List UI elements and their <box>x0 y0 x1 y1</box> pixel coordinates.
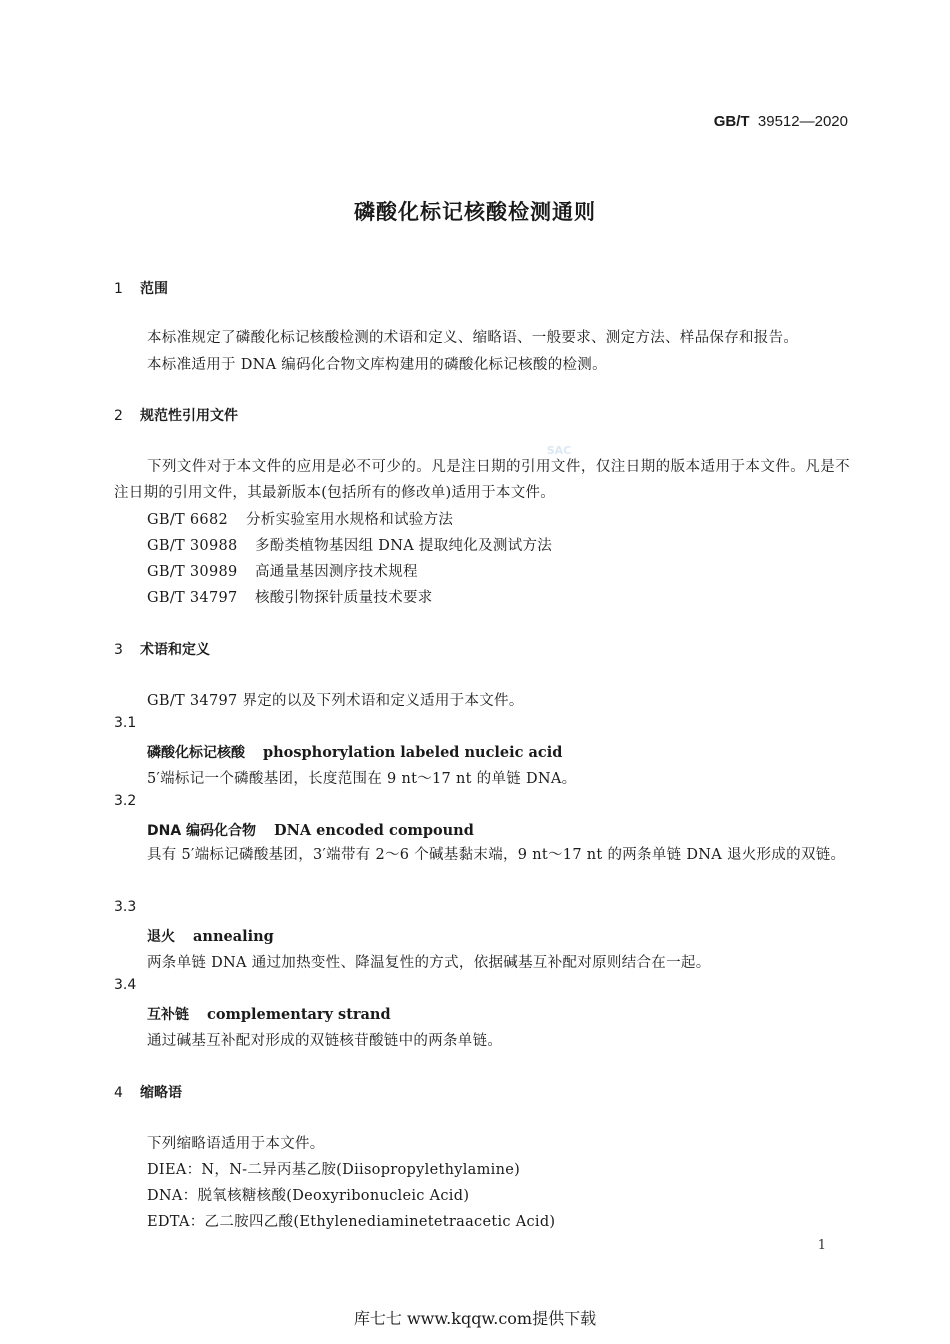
term-entry <box>147 820 474 840</box>
section-heading-normative-references <box>114 405 238 425</box>
clause-number: 3.4 <box>114 977 137 993</box>
section-title: 规范性引用文件 <box>140 408 238 424</box>
clause-number: 3.2 <box>114 793 137 809</box>
reference-item <box>147 508 453 529</box>
clause-number: 3.1 <box>114 715 137 731</box>
paragraph: 下列文件对于本文件的应用是必不可少的。凡是注日期的引用文件，仅注日期的版本适用于本文件。凡是不注日期的引用文件，其最新版本(包括所有的修改单)适用于本文件。 <box>114 459 850 501</box>
paragraph: GB/T 34797 界定的以及下列术语和定义适用于本文件。 <box>147 693 524 709</box>
abbreviation-item: DIEA：N，N-二异丙基乙胺(Diisopropylethylamine) <box>147 1162 521 1178</box>
term-chinese: 磷酸化标记核酸 <box>147 745 245 761</box>
section-title: 缩略语 <box>140 1085 182 1101</box>
abbreviation-item: EDTA：乙二胺四乙酸(Ethylenediaminetetraacetic Acid) <box>147 1214 556 1230</box>
clause-number: 3.3 <box>114 899 137 915</box>
paragraph: 下列缩略语适用于本文件。 <box>147 1136 325 1152</box>
section-title: 术语和定义 <box>140 642 210 658</box>
section-number: 3 <box>114 642 123 658</box>
term-english: annealing <box>193 928 274 945</box>
section-number: 1 <box>114 281 123 297</box>
term-chinese: DNA 编码化合物 <box>147 823 257 839</box>
paragraph: 本标准适用于 DNA 编码化合物文库构建用的磷酸化标记核酸的检测。 <box>147 357 607 373</box>
reference-code: GB/T 30988 <box>147 538 238 554</box>
term-definition: 5′端标记一个磷酸基团，长度范围在 9 nt～17 nt 的单链 DNA。 <box>147 771 577 787</box>
term-english: DNA encoded compound <box>274 822 474 839</box>
section-number: 2 <box>114 408 123 424</box>
standard-number <box>714 113 848 130</box>
term-entry <box>147 742 562 762</box>
term-entry <box>147 926 274 946</box>
abbreviation-item: DNA：脱氧核糖核酸(Deoxyribonucleic Acid) <box>147 1188 470 1204</box>
document-title: 磷酸化标记核酸检测通则 <box>354 200 596 224</box>
paragraph: 本标准规定了磷酸化标记核酸检测的术语和定义、缩略语、一般要求、测定方法、样品保存和报告。 <box>147 330 799 346</box>
section-heading-abbreviations <box>114 1082 182 1102</box>
term-chinese: 互补链 <box>147 1007 189 1023</box>
reference-item <box>147 586 433 607</box>
reference-item <box>147 560 418 581</box>
reference-code: GB/T 30989 <box>147 564 238 580</box>
term-definition: 两条单链 DNA 通过加热变性、降温复性的方式，依据碱基互补配对原则结合在一起。 <box>147 955 711 971</box>
page-number: 1 <box>817 1238 826 1253</box>
reference-title: 多酚类植物基因组 DNA 提取纯化及测试方法 <box>255 538 553 554</box>
section-title: 范围 <box>140 281 168 297</box>
section-heading-terms <box>114 639 210 659</box>
standard-prefix: GB/T <box>713 113 750 130</box>
reference-title: 核酸引物探针质量技术要求 <box>255 590 433 606</box>
reference-item <box>147 534 552 555</box>
reference-code: GB/T 6682 <box>147 512 229 528</box>
section-number: 4 <box>114 1085 123 1101</box>
term-english: phosphorylation labeled nucleic acid <box>263 744 563 761</box>
download-footer: 库七七 www.kqqw.com提供下载 <box>353 1309 597 1328</box>
section-heading-scope <box>114 278 168 298</box>
term-definition: 通过碱基互补配对形成的双链核苷酸链中的两条单链。 <box>147 1033 503 1049</box>
standard-code: 39512—2020 <box>757 113 848 130</box>
sac-watermark: SAC <box>546 443 572 457</box>
term-chinese: 退火 <box>147 929 175 945</box>
term-definition: 具有 5′端标记磷酸基团，3′端带有 2～6 个碱基黏末端，9 nt～17 nt 的两条单链 DNA 退火形成的双链。 <box>147 847 846 863</box>
term-entry <box>147 1004 391 1024</box>
reference-code: GB/T 34797 <box>147 590 238 606</box>
reference-title: 分析实验室用水规格和试验方法 <box>246 512 454 528</box>
term-english: complementary strand <box>207 1006 391 1023</box>
reference-title: 高通量基因测序技术规程 <box>255 564 418 580</box>
